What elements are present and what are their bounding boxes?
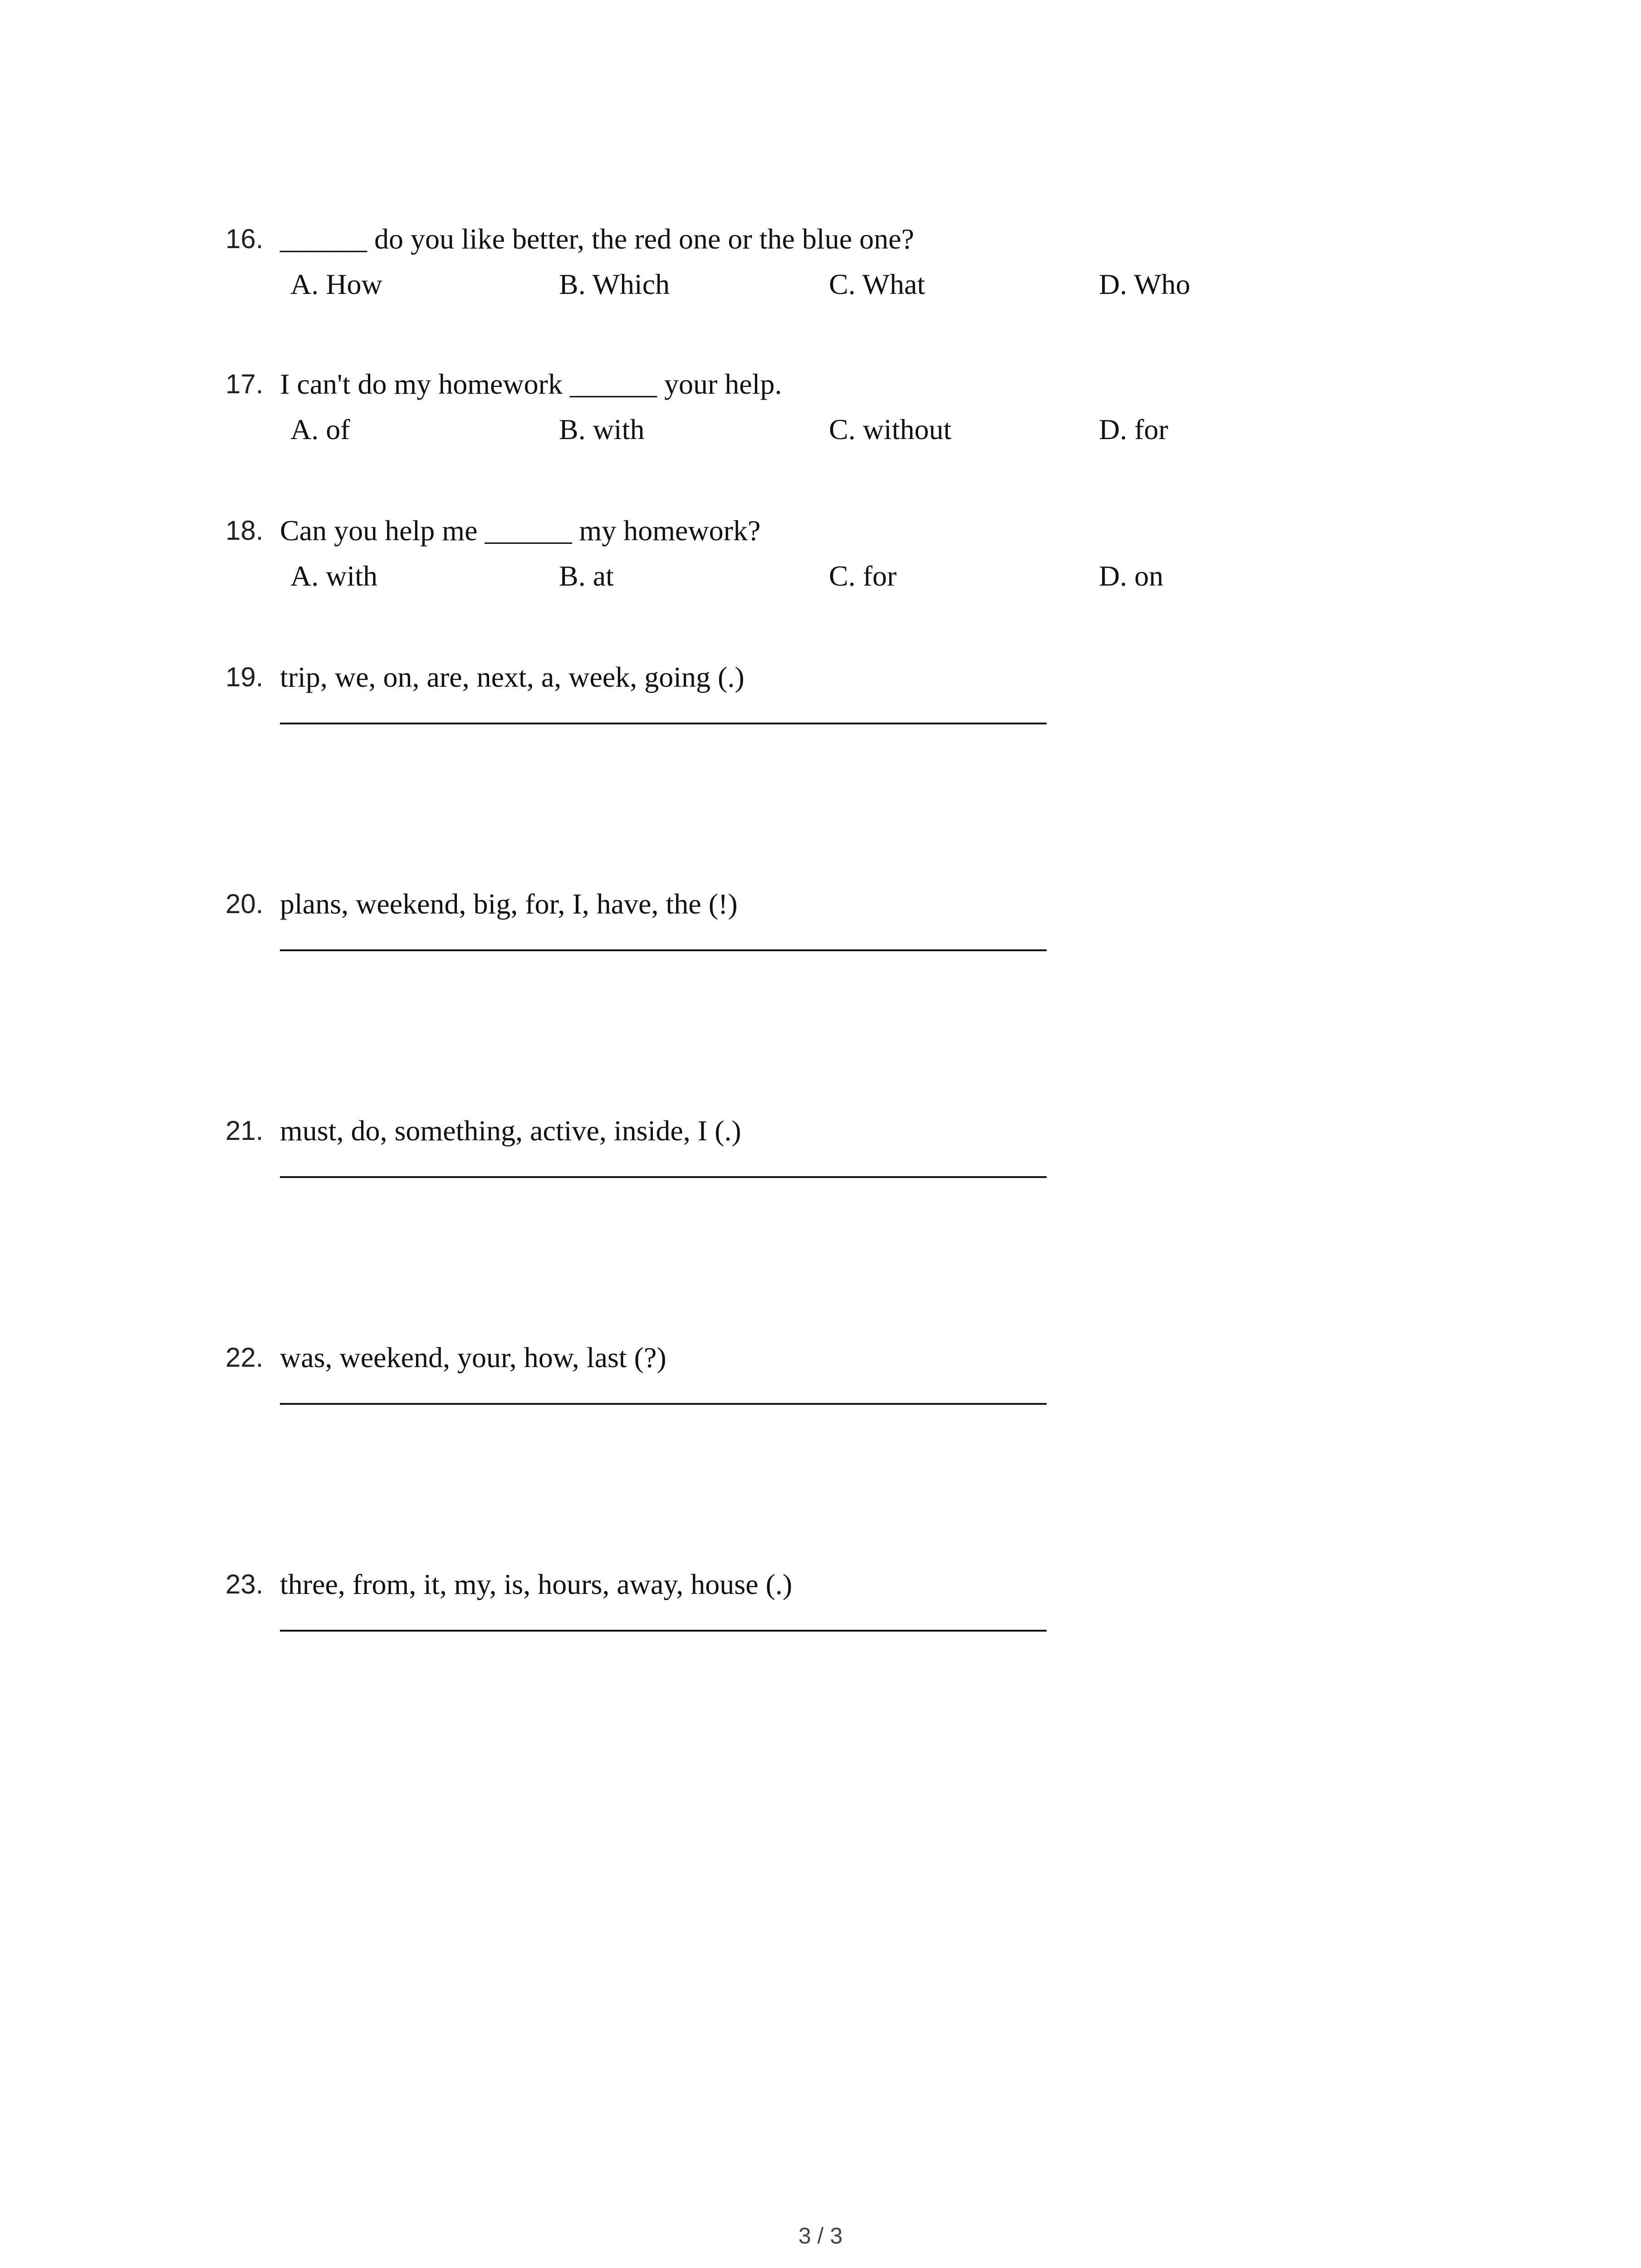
option-a[interactable]: A. with — [290, 560, 377, 592]
question-number: 20. — [225, 889, 264, 919]
options-row — [225, 558, 1450, 594]
question-19 — [225, 659, 1450, 695]
question-22 — [225, 1339, 1450, 1376]
question-stem — [225, 221, 1450, 257]
question-number: 17. — [225, 369, 264, 399]
question-20 — [225, 886, 1450, 922]
question-16 — [225, 221, 1450, 303]
question-stem — [225, 1566, 1450, 1603]
question-23 — [225, 1566, 1450, 1603]
option-b[interactable]: B. at — [559, 560, 614, 592]
question-18 — [225, 513, 1450, 594]
option-d[interactable]: D. Who — [1099, 268, 1190, 300]
option-c[interactable]: C. without — [829, 413, 952, 445]
question-stem — [225, 1339, 1450, 1376]
options-row — [225, 266, 1450, 303]
question-text: ______ do you like better, the red one or the blue one? — [280, 223, 914, 255]
options-row — [225, 411, 1450, 448]
question-17 — [225, 366, 1450, 448]
question-text: I can't do my homework ______ your help. — [280, 368, 782, 400]
question-text: was, weekend, your, how, last (?) — [280, 1341, 666, 1374]
option-a[interactable]: A. How — [290, 268, 382, 300]
option-b[interactable]: B. Which — [559, 268, 670, 300]
question-text: must, do, something, active, inside, I (.) — [280, 1114, 741, 1147]
question-stem — [225, 513, 1450, 549]
question-text: Can you help me ______ my homework? — [280, 514, 761, 547]
option-c[interactable]: C. for — [829, 560, 897, 592]
answer-line[interactable] — [280, 1176, 1047, 1178]
question-stem — [225, 366, 1450, 402]
option-c[interactable]: C. What — [829, 268, 926, 300]
question-number: 19. — [225, 662, 264, 692]
question-number: 22. — [225, 1342, 264, 1373]
question-number: 21. — [225, 1115, 264, 1146]
question-21 — [225, 1113, 1450, 1149]
question-number: 23. — [225, 1569, 264, 1599]
question-stem — [225, 886, 1450, 922]
question-number: 18. — [225, 515, 264, 546]
option-d[interactable]: D. for — [1099, 413, 1168, 445]
question-stem — [225, 659, 1450, 695]
answer-line[interactable] — [280, 723, 1047, 724]
option-d[interactable]: D. on — [1099, 560, 1164, 592]
option-a[interactable]: A. of — [290, 413, 350, 445]
option-b[interactable]: B. with — [559, 413, 645, 445]
answer-line[interactable] — [280, 949, 1047, 951]
answer-line[interactable] — [280, 1403, 1047, 1405]
question-number: 16. — [225, 224, 264, 254]
question-stem — [225, 1113, 1450, 1149]
answer-line[interactable] — [280, 1630, 1047, 1632]
question-text: plans, weekend, big, for, I, have, the (!) — [280, 888, 738, 920]
page-indicator: 3 / 3 — [798, 2223, 843, 2248]
question-text: three, from, it, my, is, hours, away, house (.) — [280, 1568, 793, 1600]
question-text: trip, we, on, are, next, a, week, going (.) — [280, 661, 745, 693]
